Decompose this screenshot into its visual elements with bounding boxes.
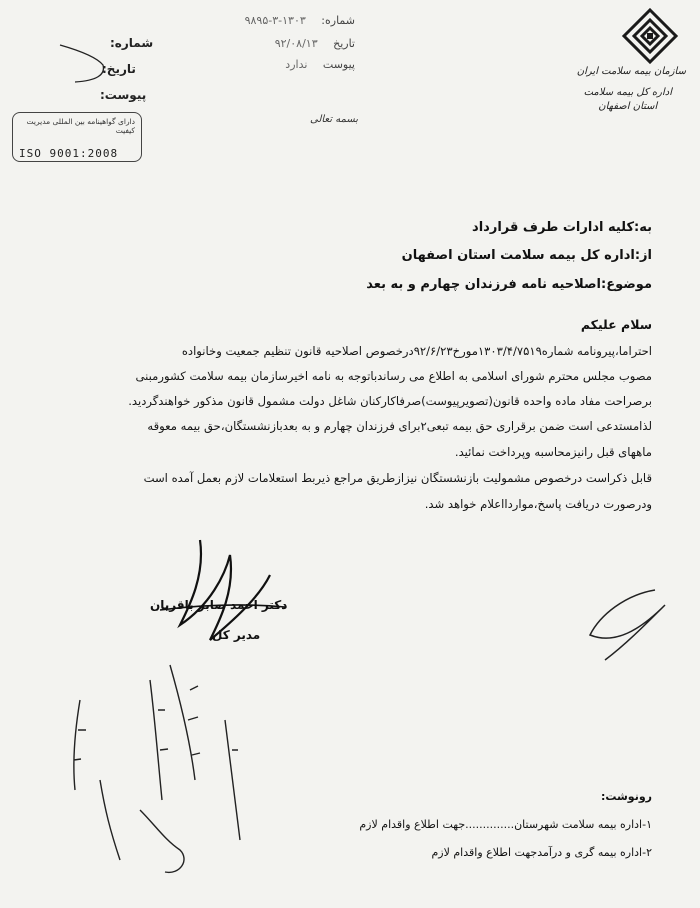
header-number-label: شماره: [321, 14, 355, 27]
body-line-1: احتراما،پیرونامه شماره۱۳۰۳/۴/۷۵۱۹مورخ۹۲/۶/۲۳درخصوص اصلاحیه قانون تنظیم جمعیت وخانواده [181, 344, 652, 358]
body-line-4: لذامستدعی است ضمن برقراری حق بیمه تبعی۲برای فرزندان چهارم و به بعدبازنشستگان،حق بیمه معوقه [147, 419, 652, 433]
header-attachment-value: ندارد [285, 58, 308, 71]
header-date-value: ۹۲/۰۸/۱۳ [274, 37, 318, 50]
department-line-1: اداره کل بیمه سلامت [583, 87, 672, 98]
scribble-mark-icon [55, 40, 115, 90]
department-name [584, 86, 672, 114]
basmala: بسمه تعالی [310, 114, 359, 125]
department-line-2: استان اصفهان [598, 101, 658, 112]
body-line-2: مصوب مجلس محترم شورای اسلامی به اطلاع می رساندباتوجه به نامه اخیرسازمان بیمه سلامت کشورمبنی [135, 369, 652, 383]
iso-number: ISO 9001:2008 [19, 147, 119, 160]
handwritten-initial-icon [585, 585, 675, 665]
header-attachment [285, 58, 355, 71]
header-date-label: تاریخ [333, 37, 355, 50]
left-attachment-label: پیوست: [100, 88, 147, 102]
address-to: به:کلیه ادارات طرف قرارداد [472, 220, 652, 235]
copies-item-2: ۲-اداره بیمه گری و درآمدجهت اطلاع واقدام لازم [431, 846, 652, 859]
header-attachment-label: پیوست [322, 58, 355, 71]
address-from: از:اداره کل بیمه سلامت استان اصفهان [401, 248, 652, 263]
address-subject: موضوع:اصلاحیه نامه فرزندان چهارم و به بعد [366, 277, 652, 292]
signatory-title: مدیر کل [212, 628, 261, 642]
greeting: سلام علیکم [580, 317, 652, 332]
header-number-value: ۱۳۰۳-۳-۹۸۹۵ [244, 14, 306, 27]
body-line-6: قابل ذکراست درخصوص مشمولیت بازنشستگان نیزازطریق مراجع ذیربط استعلامات لازم بعمل آمده است [143, 471, 652, 485]
header-number [245, 14, 355, 27]
body-line-3: برصراحت مفاد ماده واحده قانون(تصویرپیوست)صرفاکارکنان شاغل دولت مشمول قانون مذکور خواهندگردید. [128, 394, 652, 408]
header-date [275, 37, 355, 50]
organization-logo-icon [620, 6, 680, 66]
body-line-5: ماههای قبل رانیزمحاسبه وپرداخت نمائید. [454, 445, 652, 459]
left-date-label: تاریخ: [102, 62, 136, 76]
signatory-name: دکتر احمد صابر باقریان [150, 598, 288, 612]
left-number-label: شماره: [110, 36, 154, 50]
handwritten-notes-icon [40, 660, 270, 900]
iso-certificate-box [12, 112, 142, 162]
organization-name: سازمان بیمه سلامت ایران [576, 66, 686, 77]
body-line-7: ودرصورت دریافت پاسخ،مواردااعلام خواهد شد. [424, 497, 652, 511]
copies-item-1: ۱-اداره بیمه سلامت شهرستان..............جهت اطلاع واقدام لازم [359, 818, 652, 831]
iso-caption: دارای گواهینامه بین المللی مدیریت کیفیت [26, 117, 135, 135]
copies-heading: رونوشت: [600, 790, 652, 803]
